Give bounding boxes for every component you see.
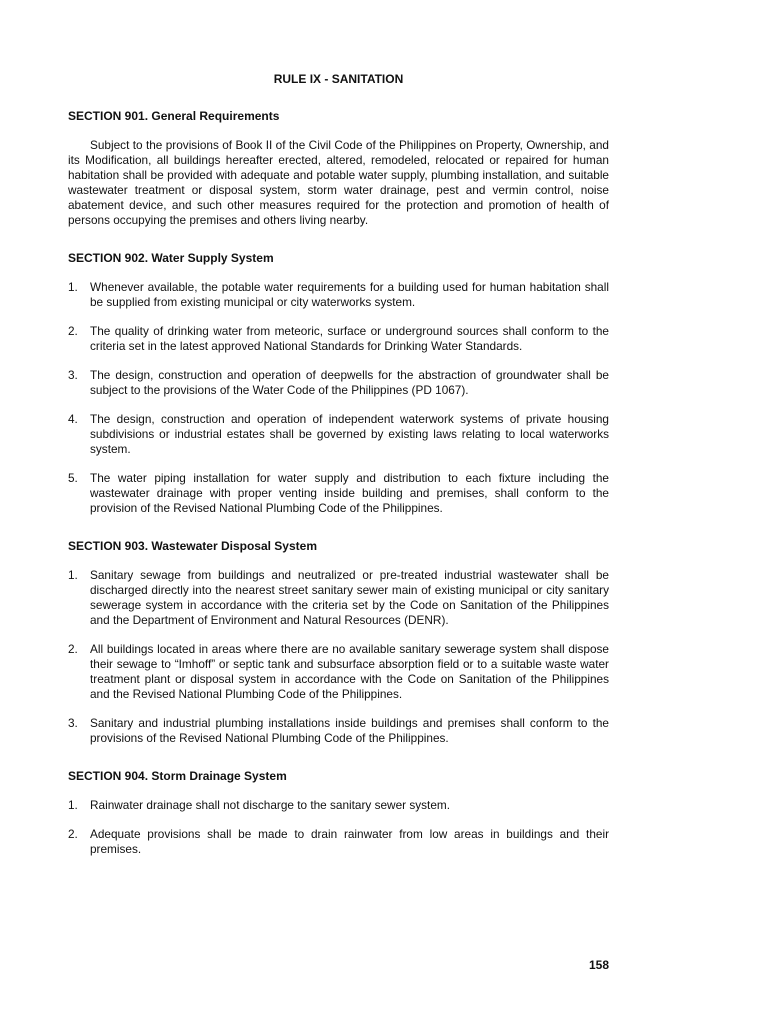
list-text: Rainwater drainage shall not discharge to the sanitary sewer system. [90, 798, 450, 812]
list-text: Whenever available, the potable water requirements for a building used for human habitation shall be supplied from existing municipal or city waterworks system. [90, 280, 609, 309]
list-number: 1. [68, 568, 78, 582]
list-item [68, 642, 609, 702]
list-number: 5. [68, 471, 78, 485]
list-number: 2. [68, 324, 78, 338]
section-paragraph: Subject to the provisions of Book II of the Civil Code of the Philippines on Property, Ownership, and its Modification, all buildings hereafter erected, altered, remodeled, relocated or repaired for human habitation shall be provided with adequate and potable water supply, plumbing installation, and suitable wastewater treatment or disposal system, storm water drainage, pest and vermin control, noise abatement device, and such other measures required for the protection and promotion of health of persons occupying the premises and others living nearby. [68, 138, 609, 227]
list-item [68, 798, 609, 813]
section-904 [68, 769, 609, 857]
list-item [68, 471, 609, 516]
list-item [68, 568, 609, 628]
section-903 [68, 539, 609, 746]
list-text: The design, construction and operation of independent waterwork systems of private housing subdivisions or industrial estates shall be governed by existing laws relating to local waterworks system. [90, 412, 609, 456]
list-item [68, 827, 609, 857]
list-number: 3. [68, 368, 78, 382]
section-heading: SECTION 902. Water Supply System [68, 251, 274, 265]
section-heading: SECTION 901. General Requirements [68, 109, 280, 123]
page-number: 158 [588, 958, 609, 972]
list-text: All buildings located in areas where there are no available sanitary sewerage system shall dispose their sewage to “Imhoff” or septic tank and subsurface absorption field or to a suitable waste water treatment plant or disposal system in accordance with the Code on Sanitation of the Philippines and the Revised National Plumbing Code of the Philippines. [90, 642, 609, 701]
list-number: 3. [68, 716, 78, 730]
list-text: Sanitary sewage from buildings and neutralized or pre-treated industrial wastewater shall be discharged directly into the nearest street sanitary sewer main of existing municipal or city sanitary sewerage system in accordance with the criteria set by the Code on Sanitation of the Philippines and the Department of Environment and Natural Resources (DENR). [90, 568, 609, 627]
list-number: 2. [68, 642, 78, 656]
section-heading: SECTION 904. Storm Drainage System [68, 769, 287, 783]
rule-title: RULE IX - SANITATION [273, 72, 404, 86]
section-heading: SECTION 903. Wastewater Disposal System [68, 539, 317, 553]
numbered-list [68, 568, 609, 746]
list-text: Adequate provisions shall be made to drain rainwater from low areas in buildings and their premises. [90, 827, 609, 856]
list-text: The design, construction and operation of deepwells for the abstraction of groundwater shall be subject to the provisions of the Water Code of the Philippines (PD 1067). [90, 368, 609, 397]
numbered-list [68, 798, 609, 857]
list-item [68, 412, 609, 457]
list-number: 1. [68, 280, 78, 294]
list-text: Sanitary and industrial plumbing installations inside buildings and premises shall conform to the provisions of the Revised National Plumbing Code of the Philippines. [90, 716, 609, 745]
list-number: 4. [68, 412, 78, 426]
page-content [68, 72, 609, 857]
section-902 [68, 251, 609, 516]
list-text: The quality of drinking water from meteoric, surface or underground sources shall conform to the criteria set in the latest approved National Standards for Drinking Water Standards. [90, 324, 609, 353]
list-item [68, 368, 609, 398]
list-item [68, 716, 609, 746]
list-text: The water piping installation for water supply and distribution to each fixture including the wastewater drainage with proper venting inside building and premises, shall conform to the provision of the Revised National Plumbing Code of the Philippines. [90, 471, 609, 515]
list-number: 2. [68, 827, 78, 841]
list-number: 1. [68, 798, 78, 812]
list-item [68, 280, 609, 310]
list-item [68, 324, 609, 354]
numbered-list [68, 280, 609, 516]
section-901 [68, 109, 609, 228]
